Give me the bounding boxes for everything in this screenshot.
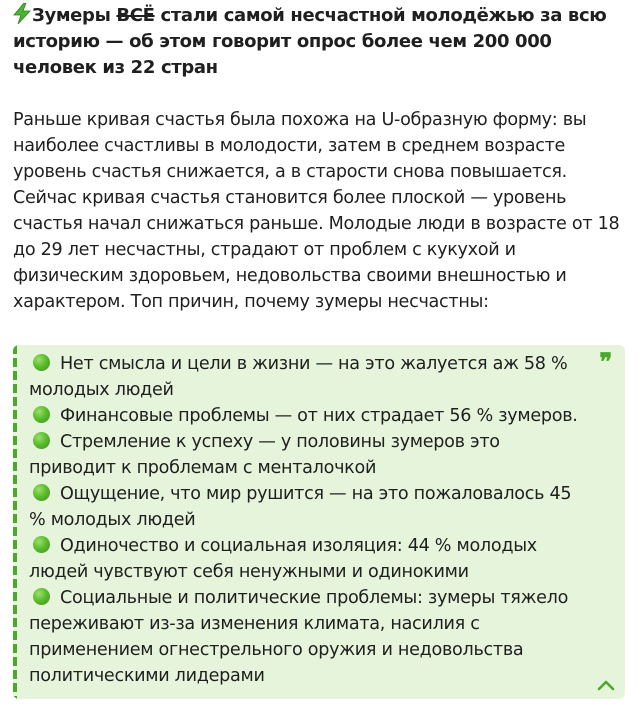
list-item-text: Одиночество и социальная изоляция: 44 % молодых людей чувствуют себя ненужными и одинокими bbox=[29, 536, 537, 582]
headline-text-start: Зумеры bbox=[32, 5, 117, 26]
blockquote-bar bbox=[13, 345, 17, 699]
list-item bbox=[29, 351, 591, 403]
green-circle-icon bbox=[33, 588, 50, 605]
green-circle-icon bbox=[33, 354, 50, 371]
list-item-text: Нет смысла и цели в жизни — на это жалуется аж 58 % молодых людей bbox=[29, 354, 568, 400]
list-item-text: Стремление к успеху — у половины зумеров это приводит к проблемам с менталочкой bbox=[29, 432, 500, 478]
green-circle-icon bbox=[33, 432, 50, 449]
green-circle-icon bbox=[33, 406, 50, 423]
list-item bbox=[29, 403, 591, 429]
list-item bbox=[29, 429, 591, 481]
blockquote bbox=[13, 345, 625, 699]
list-item-text: Финансовые проблемы — от них страдает 56 % зумеров. bbox=[60, 406, 578, 426]
green-circle-icon bbox=[33, 536, 50, 553]
green-circle-icon bbox=[33, 484, 50, 501]
headline-struck-word: ВСЁ bbox=[116, 5, 155, 26]
list-item bbox=[29, 533, 591, 585]
post-headline bbox=[13, 3, 625, 81]
headline-text-end: стали самой несчастной молодёжью за всю историю — об этом говорит опрос более чем 200 000 человек из 22 стран bbox=[13, 5, 607, 78]
list-item-text: Социальные и политические проблемы: зумеры тяжело переживают из-за изменения климата, насилия с применением огнестрельного оружия и недовольства политическими лидерами bbox=[29, 588, 569, 686]
list-item bbox=[29, 481, 591, 533]
chevron-up-icon[interactable] bbox=[597, 679, 615, 691]
post-paragraph: Раньше кривая счастья была похожа на U-образную форму: вы наиболее счастливы в молодости, затем в среднем возрасте уровень счастья снижается, а в старости снова повышается. Сейчас кривая счастья становится более плоской — уровень счастья начал снижаться раньше. Молодые люди в возрасте от 18 до 29 лет несчастны, страдают от проблем с кукухой и физическим здоровьем, недовольства своими внешностью и характером. Топ причин, почему зумеры несчастны: bbox=[13, 110, 620, 312]
message-post bbox=[13, 0, 625, 699]
lightning-bolt-icon bbox=[13, 3, 31, 24]
quote-mark-icon: ❞ bbox=[599, 347, 612, 376]
list-item-text: Ощущение, что мир рушится — на это пожаловалось 45 % молодых людей bbox=[29, 484, 572, 530]
list-item bbox=[29, 585, 591, 689]
